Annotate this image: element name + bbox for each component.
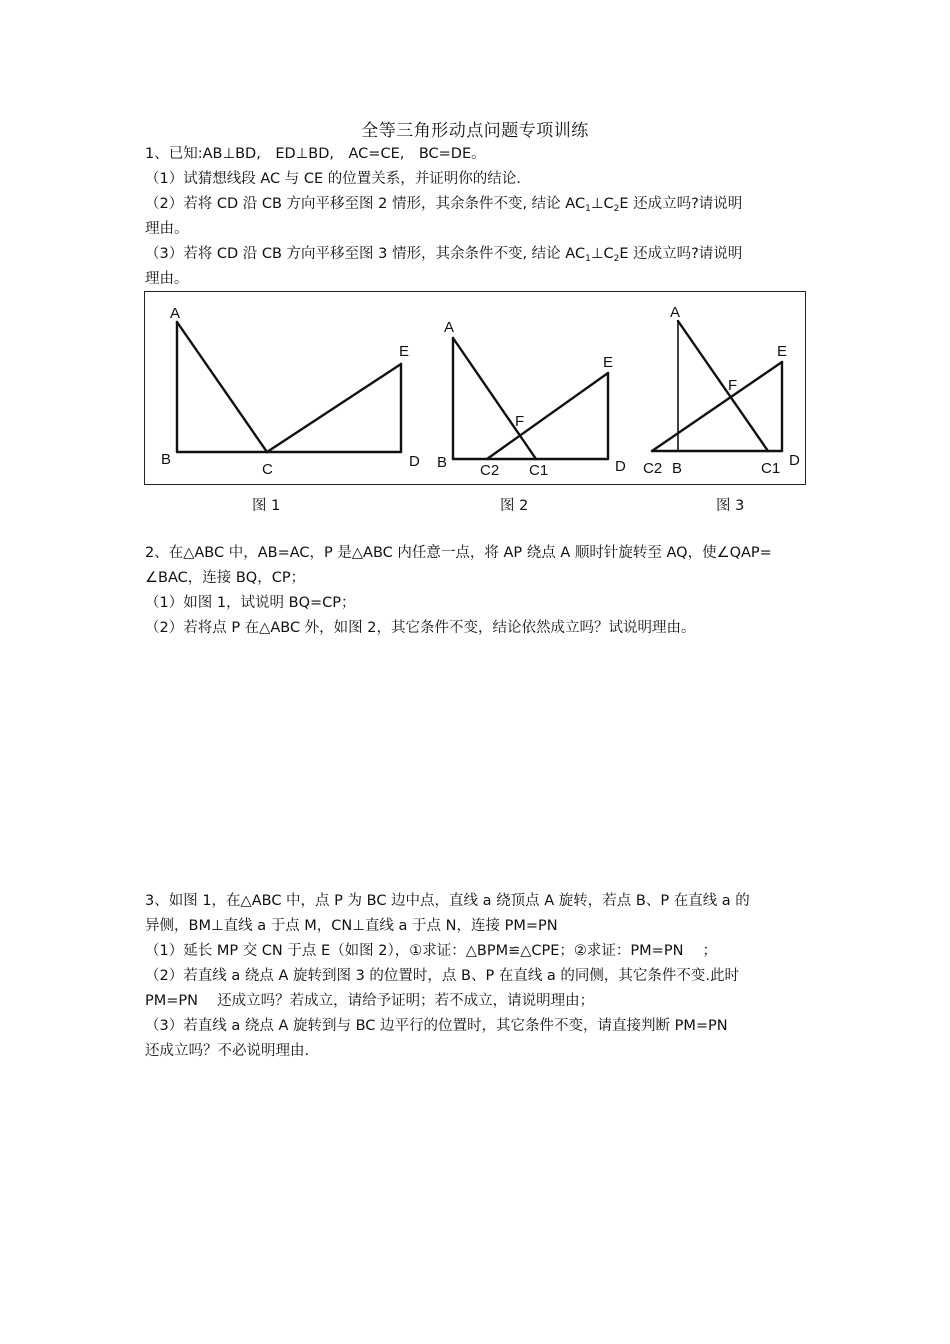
fig3-label-C1: C1 (761, 460, 781, 477)
q3-part3-line1: （3）若直线 a 绕点 A 旋转到与 BC 边平行的位置时，其它条件不变，请直接判断 PM=PN (145, 1018, 728, 1034)
fig3-label-A: A (670, 304, 681, 321)
q2-stem-line1: 2、在△ABC 中，AB=AC，P 是△ABC 内任意一点，将 AP 绕点 A 顺时针旋转至 AQ，使∠QAP= (145, 545, 772, 561)
figure-caption-3: 图 3 (716, 498, 745, 514)
fig2-label-A: A (444, 319, 455, 336)
q3-part2-line1: （2）若直线 a 绕点 A 旋转到图 3 的位置时，点 B、P 在直线 a 的同侧，其它条件不变.此时 (145, 968, 740, 984)
fig1-segment-CE (267, 364, 401, 452)
q3-part3-line2: 还成立吗？不必说明理由. (145, 1043, 310, 1059)
fig2-label-F: F (515, 413, 525, 430)
fig1-segment-AC (177, 322, 267, 452)
fig2-label-D: D (615, 458, 626, 475)
fig1-label-C: C (262, 461, 273, 478)
fig1-label-B: B (161, 451, 172, 468)
q1-stem: 1、已知:AB⊥BD, ED⊥BD, AC=CE, BC=DE。 (145, 146, 486, 162)
q2-part2: （2）若将点 P 在△ABC 外，如图 2，其它条件不变，结论依然成立吗？试说明理由。 (145, 620, 696, 636)
geometry-figures (145, 292, 807, 486)
figure-caption-1: 图 1 (252, 498, 281, 514)
q3-stem-line2: 异侧，BM⊥直线 a 于点 M，CN⊥直线 a 于点 N，连接 PM=PN (145, 918, 558, 934)
fig3-label-D: D (789, 452, 800, 469)
q1-part2: （2）若将 CD 沿 CB 方向平移至图 2 情形，其余条件不变, 结论 $AC_1\perp C_2E$ 还成立吗?请说明 (145, 196, 743, 214)
q2-part1: （1）如图 1，试说明 BQ=CP； (145, 595, 356, 611)
q1-part1: （1）试猜想线段 AC 与 CE 的位置关系，并证明你的结论. (145, 171, 521, 187)
q2-stem-line2: ∠BAC，连接 BQ，CP； (145, 570, 306, 586)
fig2-label-C2: C2 (480, 462, 500, 479)
q3-part1: （1）延长 MP 交 CN 于点 E（如图 2），①求证：△BPM≌△CPE；②求证：PM=PN ； (145, 943, 718, 959)
fig1-label-A: A (170, 305, 181, 322)
fig3-label-B: B (672, 460, 683, 477)
q1-part3-end: 理由。 (145, 271, 189, 287)
fig2-label-C1: C1 (529, 462, 549, 479)
page-title: 全等三角形动点问题专项训练 (361, 121, 589, 141)
q3-stem-line1: 3、如图 1，在△ABC 中，点 P 为 BC 边中点，直线 a 绕顶点 A 旋转，若点 B、P 在直线 a 的 (145, 893, 750, 909)
figure-caption-2: 图 2 (500, 498, 529, 514)
fig3-label-E: E (777, 343, 788, 360)
fig2-label-B: B (437, 454, 448, 471)
fig3-label-C2: C2 (643, 460, 663, 477)
q3-part2-line2: PM=PN 还成立吗？若成立，请给予证明；若不成立，请说明理由； (145, 993, 595, 1009)
fig3-label-F: F (728, 377, 738, 394)
fig3-segment-AC1 (678, 321, 768, 451)
figure-panel (144, 291, 806, 485)
fig1-label-E: E (399, 343, 410, 360)
q1-part3: （3）若将 CD 沿 CB 方向平移至图 3 情形，其余条件不变, 结论 $AC_1\perp C_2E$ 还成立吗?请说明 (145, 246, 743, 264)
fig2-label-E: E (603, 354, 614, 371)
q1-part2-end: 理由。 (145, 221, 189, 237)
fig1-label-D: D (409, 453, 420, 470)
fig2-segment-AC1 (453, 338, 536, 459)
